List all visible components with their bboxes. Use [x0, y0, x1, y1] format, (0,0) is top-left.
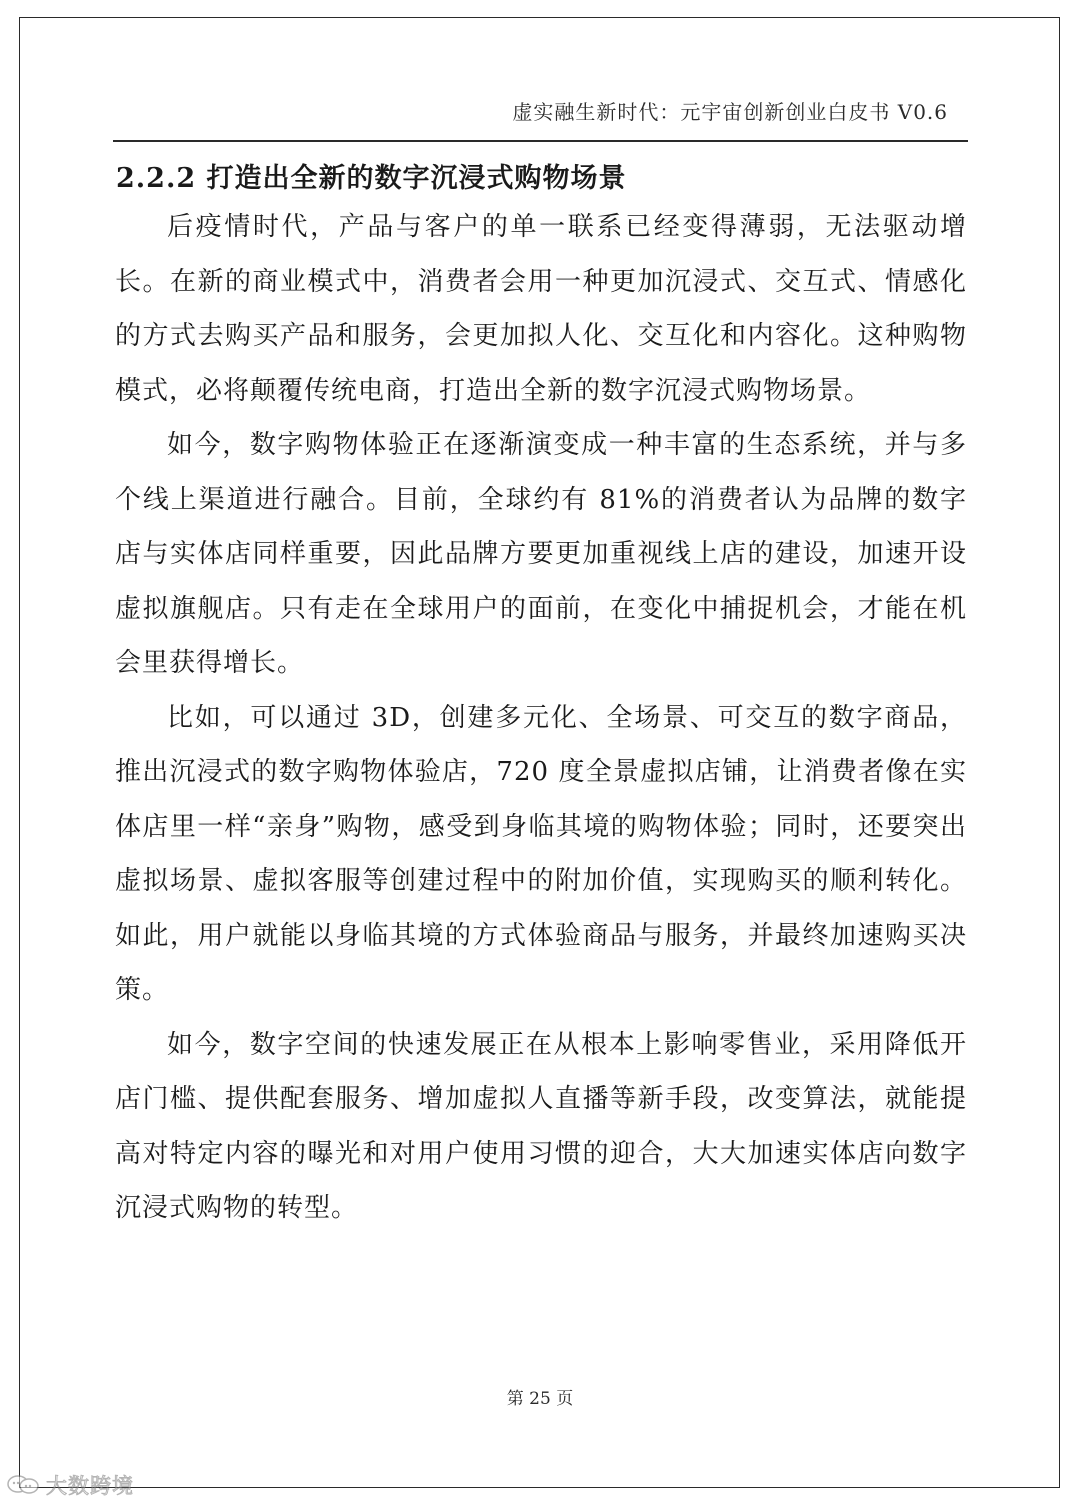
chat-bubbles-icon [6, 1474, 40, 1496]
page-number: 第 25 页 [506, 1389, 574, 1409]
section-heading: 2.2.2 打造出全新的数字沉浸式购物场景 [116, 163, 627, 194]
header-rule [113, 140, 968, 142]
watermark [6, 1470, 134, 1500]
paragraph-3: 比如，可以通过 3D，创建多元化、全场景、可交互的数字商品，推出沉浸式的数字购物体验店，720 度全景虚拟店铺，让消费者像在实体店里一样“亲身”购物，感受到身临其境的购物体验；同时，还要突出虚拟场景、虚拟客服等创建过程中的附加价值，实现购买的顺利转化。如此，用户就能以身临其境的方式体验商品与服务，并最终加速购买决策。 [115, 702, 967, 1005]
paragraph-2: 如今，数字购物体验正在逐渐演变成一种丰富的生态系统，并与多个线上渠道进行融合。目前，全球约有 81%的消费者认为品牌的数字店与实体店同样重要，因此品牌方要更加重视线上店的建设，加速开设虚拟旗舰店。只有走在全球用户的面前，在变化中捕捉机会，才能在机会里获得增长。 [115, 430, 967, 678]
running-header: 虚实融生新时代：元宇宙创新创业白皮书 V0.6 [512, 100, 948, 124]
body-text [115, 200, 967, 1236]
watermark-text: 大数跨境 [46, 1474, 134, 1498]
paragraph-4: 如今，数字空间的快速发展正在从根本上影响零售业，采用降低开店门槛、提供配套服务、增加虚拟人直播等新手段，改变算法，就能提高对特定内容的曝光和对用户使用习惯的迎合，大大加速实体店向数字沉浸式购物的转型。 [115, 1029, 967, 1223]
paragraph-1: 后疫情时代，产品与客户的单一联系已经变得薄弱，无法驱动增长。在新的商业模式中，消费者会用一种更加沉浸式、交互式、情感化的方式去购买产品和服务，会更加拟人化、交互化和内容化。这种购物模式，必将颠覆传统电商，打造出全新的数字沉浸式购物场景。 [115, 212, 967, 406]
